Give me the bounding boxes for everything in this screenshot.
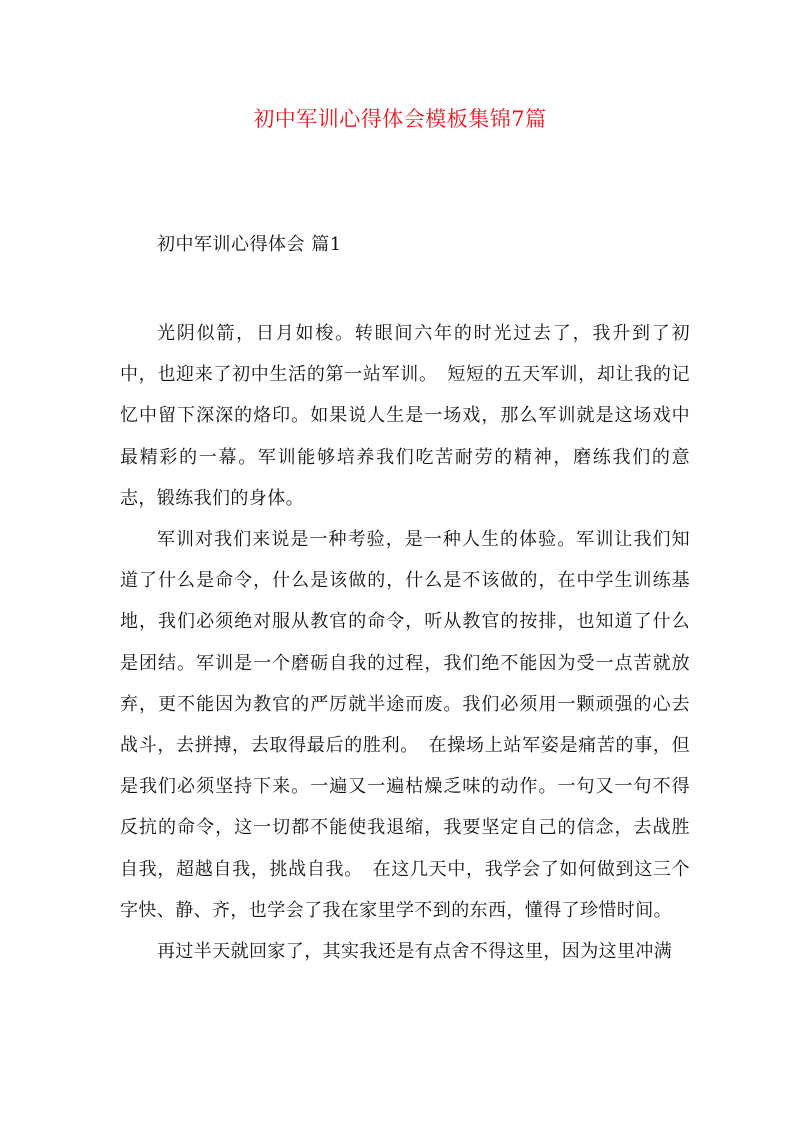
paragraph-1: 光阴似箭，日月如梭。转眼间六年的时光过去了，我升到了初中，也迎来了初中生活的第一站军训。 短短的五天军训，却让我的记忆中留下深深的烙印。如果说人生是一场戏，那么军训就是这场戏中最精彩的一幕。军训能够培养我们吃苦耐劳的精神，磨练我们的意志，锻练我们的身体。 xyxy=(120,323,690,509)
document-title: 初中军训心得体会模板集锦7篇 xyxy=(253,107,547,131)
body-text xyxy=(120,313,690,972)
paragraph-2: 军训对我们来说是一种考验，是一种人生的体验。军训让我们知道了什么是命令，什么是该做的，什么是不该做的，在中学生训练基地，我们必须绝对服从教官的命令，听从教官的按排，也知道了什么是团结。军训是一个磨砺自我的过程，我们绝不能因为受一点苦就放弃，更不能因为教官的严厉就半途而废。我们必须用一颗顽强的心去战斗，去拼搏，去取得最后的胜利。 在操场上站军姿是痛苦的事，但是我们必须坚持下来。一遍又一遍枯燥乏味的动作。一句又一句不得反抗的命令，这一切都不能使我退缩，我要坚定自己的信念，去战胜自我，超越自我，挑战自我。 在这几天中，我学会了如何做到这三个字快、静、齐，也学会了我在家里学不到的东西，懂得了珍惜时间。 xyxy=(120,529,690,921)
section-heading: 初中军训心得体会 篇1 xyxy=(157,234,342,255)
paragraph-3: 再过半天就回家了，其实我还是有点舍不得这里，因为这里冲满 xyxy=(157,941,673,963)
